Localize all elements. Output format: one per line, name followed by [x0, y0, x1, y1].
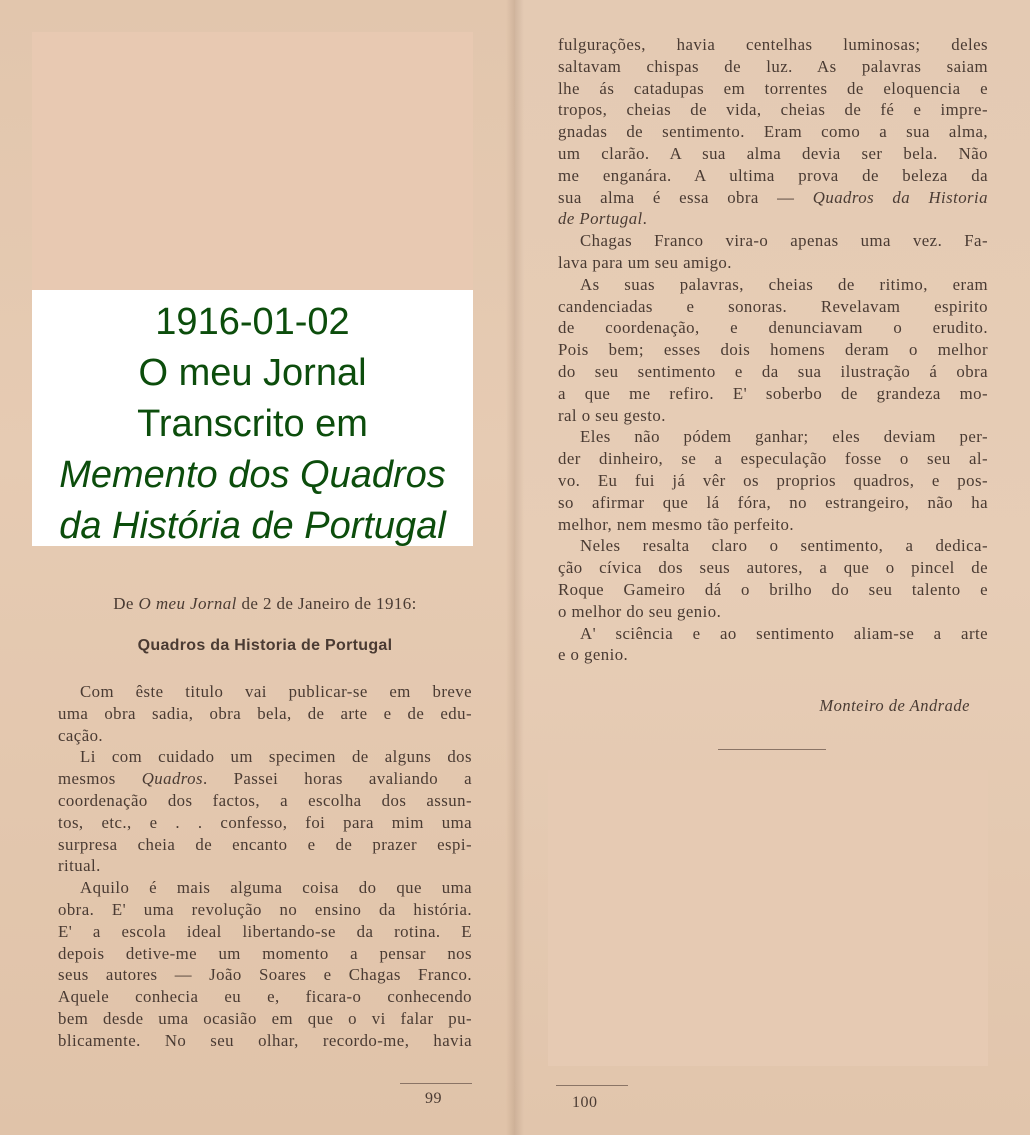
- signature: Monteiro de Andrade: [819, 696, 970, 715]
- text-line: blicamente. No seu olhar, recordo-me, havia: [58, 1030, 472, 1050]
- text-line: lava para um seu amigo.: [558, 252, 732, 272]
- text-line: ritual.: [58, 856, 101, 876]
- text-line: Li com cuidado um specimen de alguns dos: [80, 747, 472, 767]
- text-line: tos, etc., e . . confesso, foi para mim uma: [58, 812, 472, 832]
- text-line: obra. E' uma revolução no ensino da história.: [58, 899, 472, 919]
- right-body: [558, 34, 988, 666]
- text-line: Com êste titulo vai publicar-se em breve: [80, 682, 472, 701]
- text-line: a que me refiro. E' soberbo de grandeza mo-: [558, 383, 988, 403]
- text-line: Neles resalta claro o sentimento, a dedica-: [580, 536, 988, 556]
- caption-line-3: Transcrito em: [137, 403, 368, 445]
- text-line: coordenação dos factos, a escolha dos assun-: [58, 790, 472, 810]
- footer-rule-right: [556, 1085, 628, 1086]
- text-line: A' sciência e ao sentimento aliam-se a arte: [580, 623, 988, 643]
- footer-rule-left: [400, 1083, 472, 1084]
- blank-area-bottom: [548, 770, 988, 1066]
- text-line: bem desde uma ocasião em que o vi falar pu-: [58, 1008, 472, 1028]
- source-prefix: De: [113, 594, 139, 613]
- book-gutter: [506, 0, 524, 1135]
- caption-line-5: da História de Portugal: [59, 505, 446, 547]
- text-line: um clarão. A sua alma devia ser bela. Não: [558, 143, 988, 163]
- left-body: [58, 681, 472, 1052]
- text-line: me enganára. A ultima prova de beleza da: [558, 165, 988, 185]
- text-line: tropos, cheias de vida, cheias de fé e impre-: [558, 100, 988, 120]
- text-line: ral o seu gesto.: [558, 405, 666, 425]
- text-line: de Portugal.: [558, 209, 648, 229]
- article-heading: Quadros da Historia de Portugal: [137, 637, 393, 654]
- text-line: candenciadas e sonoras. Revelavam espirito: [558, 296, 988, 316]
- text-line: do seu sentimento e da sua ilustração á obra: [558, 361, 988, 381]
- right-column: [558, 34, 988, 666]
- text-line: Aquele conhecia eu e, ficara-o conhecendo: [58, 987, 472, 1007]
- text-line: uma obra sadia, obra bela, de arte e de edu-: [58, 703, 472, 723]
- text-line: der dinheiro, se a especulação fosse o seu al-: [558, 449, 988, 469]
- left-column: [58, 593, 472, 1052]
- caption-box: [32, 290, 473, 546]
- text-line: seus autores — João Soares e Chagas Franco.: [58, 965, 472, 985]
- text-line: depois detive-me um momento a pensar nos: [58, 943, 472, 963]
- text-line: sua alma é essa obra — Quadros da Historia: [558, 187, 988, 207]
- text-line: As suas palavras, cheias de ritimo, eram: [580, 274, 988, 294]
- text-line: fulgurações, havia centelhas luminosas; deles: [558, 35, 988, 54]
- text-line: Aquilo é mais alguma coisa do que uma: [80, 878, 472, 898]
- text-line: saltavam chispas de luz. As palavras saiam: [558, 56, 988, 76]
- text-line: cação.: [58, 725, 104, 745]
- text-line: e o genio.: [558, 645, 629, 665]
- text-line: mesmos Quadros. Passei horas avaliando a: [58, 769, 472, 789]
- text-line: ção cívica dos seus autores, a que o pincel de: [558, 558, 988, 578]
- text-line: de coordenação, e denunciavam o erudito.: [558, 318, 988, 338]
- blank-area-top: [32, 32, 473, 290]
- page-number-right: 100: [572, 1094, 598, 1111]
- source-suffix: de 2 de Janeiro de 1916:: [236, 594, 417, 613]
- source-line: [58, 593, 472, 615]
- text-line: E' a escola ideal libertando-se da rotina. E: [58, 921, 472, 941]
- text-line: surpresa cheia de encanto e de prazer espi-: [58, 834, 472, 854]
- signature-rule: [718, 749, 826, 750]
- caption-date: 1916-01-02: [155, 301, 350, 343]
- text-line: lhe ás catadupas em torrentes de eloquencia e: [558, 78, 988, 98]
- page-number-left: 99: [425, 1090, 442, 1107]
- text-line: vo. Eu fui já vêr os proprios quadros, e pos-: [558, 470, 988, 490]
- caption-line-2: O meu Jornal: [138, 352, 367, 394]
- text-line: Roque Gameiro dá o brilho do seu talento e: [558, 579, 988, 599]
- text-line: Eles não pódem ganhar; eles deviam per-: [580, 427, 988, 447]
- caption-line-4: Memento dos Quadros: [59, 454, 446, 496]
- text-line: Chagas Franco vira-o apenas uma vez. Fa-: [580, 231, 988, 251]
- text-line: melhor, nem mesmo tão perfeito.: [558, 514, 795, 534]
- text-line: so afirmar que lá fóra, no estrangeiro, não ha: [558, 492, 988, 512]
- text-line: Pois bem; esses dois homens deram o melhor: [558, 340, 988, 360]
- text-line: gnadas de sentimento. Eram como a sua alma,: [558, 122, 988, 142]
- source-title: O meu Jornal: [138, 594, 237, 613]
- text-line: o melhor do seu genio.: [558, 601, 722, 621]
